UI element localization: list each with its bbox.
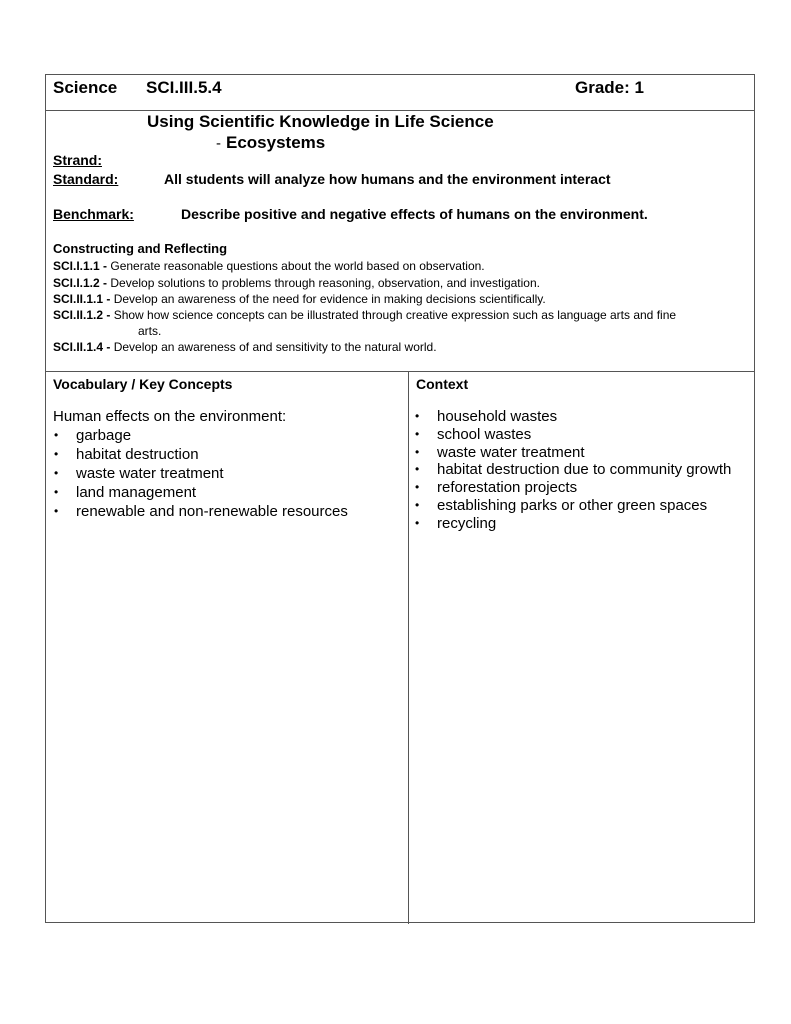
list-item	[414, 408, 731, 426]
bullet-icon: •	[54, 447, 59, 461]
constructing-item-continuation: arts.	[138, 324, 162, 338]
bullet-icon: •	[415, 515, 420, 530]
bullet-icon: •	[415, 497, 420, 512]
constructing-item	[53, 307, 676, 323]
list-item	[53, 502, 348, 521]
lesson-sheet	[45, 74, 755, 923]
list-item-text: reforestation projects	[437, 479, 578, 497]
vocabulary-list	[53, 426, 348, 521]
list-item	[53, 426, 348, 445]
subject-label: Science	[53, 78, 118, 97]
grade-label: Grade: 1	[575, 78, 644, 97]
context-list	[414, 408, 731, 533]
list-item	[414, 444, 731, 462]
strand-title: Using Scientific Knowledge in Life Science	[147, 112, 494, 131]
strand-label: Strand:	[53, 152, 102, 168]
list-item	[414, 479, 731, 497]
list-item	[53, 483, 348, 502]
list-item	[414, 461, 731, 479]
constructing-text: Develop solutions to problems through reasoning, observation, and investigation.	[110, 276, 540, 290]
list-item-text: waste water treatment	[76, 465, 224, 482]
bullet-icon: •	[415, 462, 420, 477]
constructing-item	[53, 275, 540, 291]
list-item	[414, 515, 731, 533]
constructing-code: SCI.II.1.1 -	[53, 292, 111, 306]
constructing-text: Generate reasonable questions about the world based on observation.	[110, 259, 485, 273]
list-item-text: waste water treatment	[437, 443, 585, 461]
standard-text: All students will analyze how humans and the environment interact	[164, 171, 611, 187]
bullet-icon: •	[415, 426, 420, 441]
benchmark-label: Benchmark:	[53, 206, 134, 222]
info-section	[46, 111, 754, 372]
constructing-text: Develop an awareness of and sensitivity to the natural world.	[113, 340, 437, 354]
list-item-text: recycling	[437, 514, 497, 532]
list-item	[53, 464, 348, 483]
list-item	[414, 426, 731, 444]
constructing-code: SCI.I.1.1 -	[53, 259, 108, 273]
context-heading: Context	[416, 376, 469, 392]
constructing-heading: Constructing and Reflecting	[53, 241, 228, 256]
bullet-icon: •	[415, 480, 420, 495]
strand-subtitle-dash: -	[216, 135, 221, 152]
constructing-item	[53, 339, 437, 355]
column-divider	[408, 372, 409, 924]
constructing-item	[53, 258, 485, 274]
list-item-text: habitat destruction due to community growth	[437, 461, 732, 479]
list-item-text: establishing parks or other green spaces	[437, 496, 708, 514]
list-item-text: garbage	[76, 427, 132, 444]
constructing-code: SCI.I.1.2 -	[53, 276, 108, 290]
standard-code: SCI.III.5.4	[146, 78, 222, 97]
vocabulary-heading: Vocabulary / Key Concepts	[53, 376, 233, 392]
bullet-icon: •	[415, 409, 420, 423]
strand-subtitle: Ecosystems	[226, 133, 326, 152]
constructing-code: SCI.II.1.4 -	[53, 340, 111, 354]
header-row	[46, 75, 754, 111]
list-item-text: renewable and non-renewable resources	[76, 503, 348, 520]
constructing-item	[53, 291, 546, 307]
list-item-text: school wastes	[437, 425, 532, 443]
constructing-text: Develop an awareness of the need for evidence in making decisions scientifically.	[113, 292, 546, 306]
bullet-icon: •	[54, 485, 59, 499]
list-item-text: habitat destruction	[76, 446, 199, 463]
benchmark-text: Describe positive and negative effects of humans on the environment.	[181, 206, 648, 222]
list-item	[53, 445, 348, 464]
bullet-icon: •	[54, 504, 59, 518]
constructing-code: SCI.II.1.2 -	[53, 308, 111, 322]
bullet-icon: •	[415, 444, 420, 459]
bullet-icon: •	[54, 428, 59, 442]
bullet-icon: •	[54, 466, 59, 480]
vocabulary-intro: Human effects on the environment:	[53, 408, 287, 425]
standard-label: Standard:	[53, 171, 119, 187]
list-item-text: land management	[76, 484, 197, 501]
constructing-text: Show how science concepts can be illustrated through creative expression such as language arts and fine	[113, 308, 677, 322]
columns-section	[46, 372, 754, 924]
list-item-text: household wastes	[437, 408, 558, 425]
list-item	[414, 497, 731, 515]
